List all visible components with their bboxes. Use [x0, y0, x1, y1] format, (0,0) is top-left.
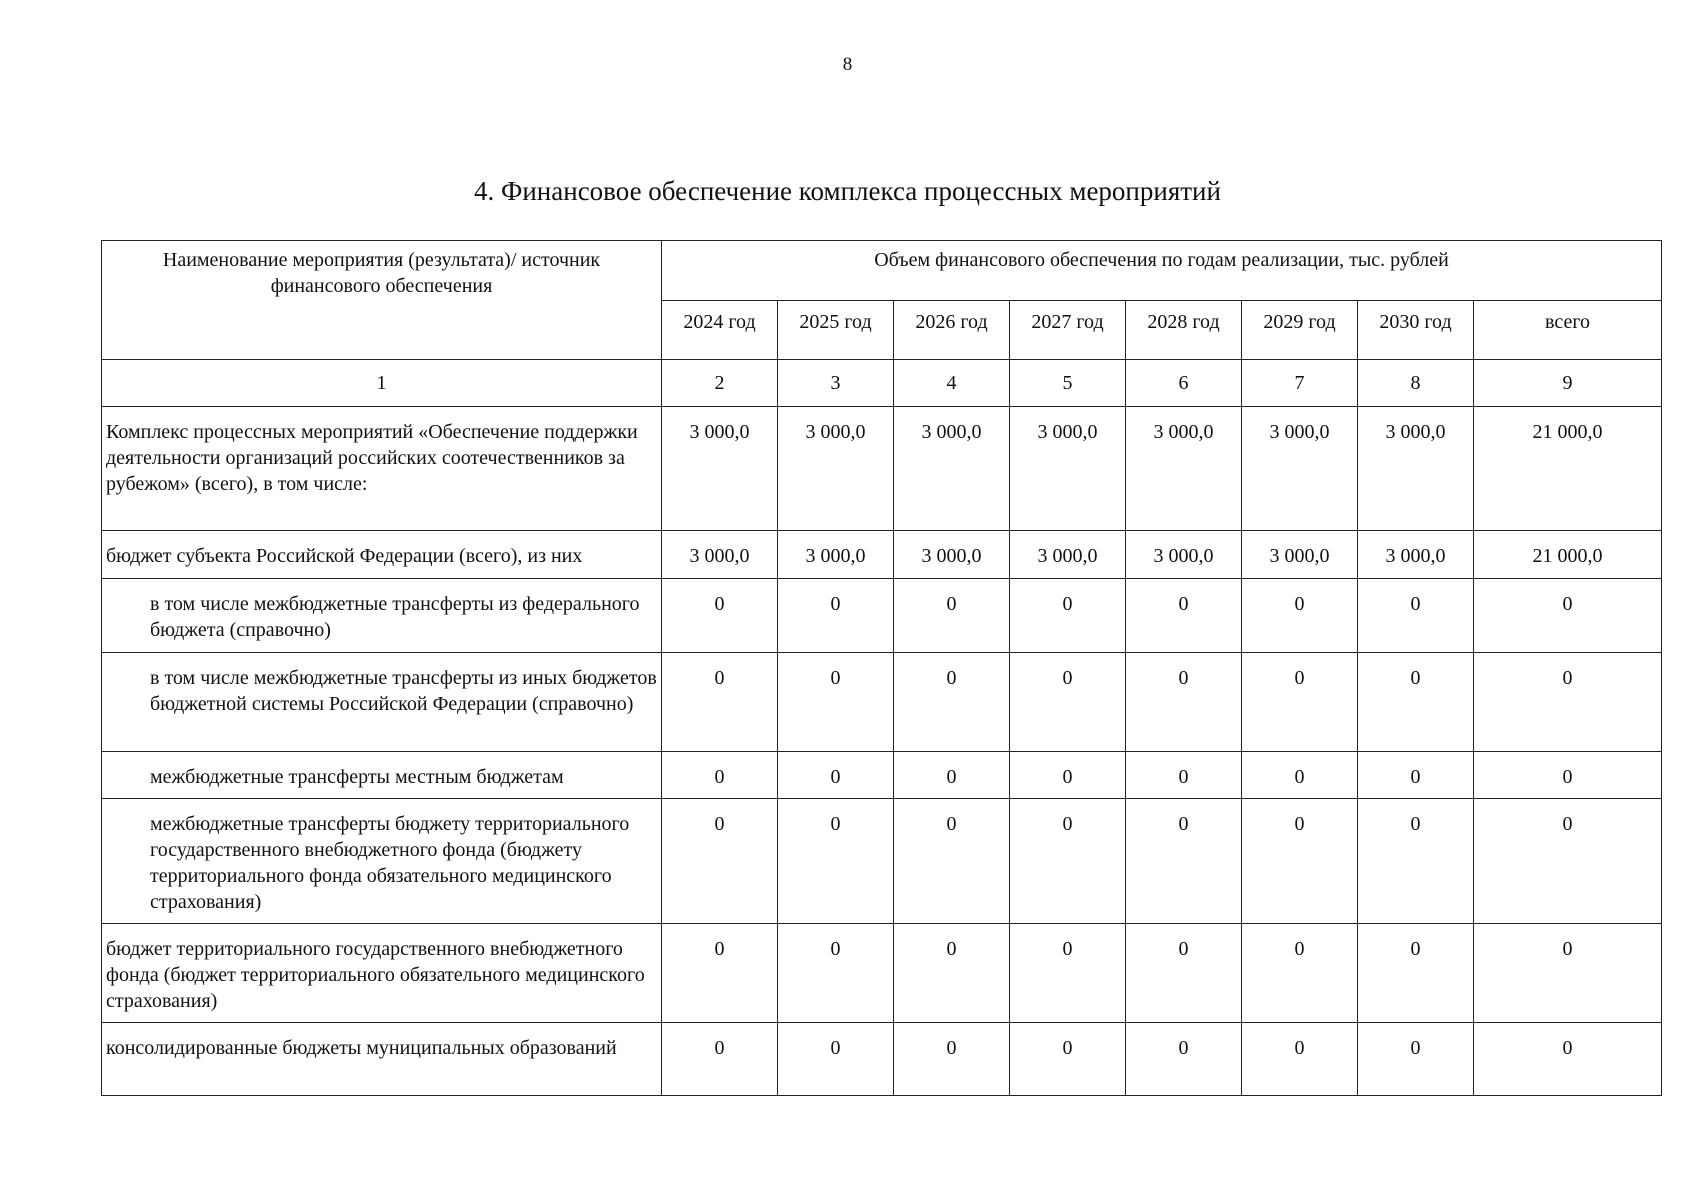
column-number: 2 [662, 360, 778, 407]
year-header: 2027 год [1010, 301, 1126, 360]
column-number: 8 [1358, 360, 1474, 407]
table-row [102, 531, 1662, 579]
row-name: консолидированные бюджеты муниципальных образований [102, 1023, 662, 1096]
row-value: 3 000,0 [1010, 407, 1126, 531]
year-header: 2030 год [1358, 301, 1474, 360]
row-name: межбюджетные трансферты местным бюджетам [102, 752, 662, 799]
row-value: 0 [1126, 579, 1242, 653]
row-value: 0 [662, 579, 778, 653]
row-value: 0 [778, 752, 894, 799]
column-number: 6 [1126, 360, 1242, 407]
row-name: межбюджетные трансферты бюджету территориального государственного внебюджетного фонда (бюджету территориального фонда обязательного медицинского страхования) [102, 799, 662, 924]
row-value: 0 [1010, 799, 1126, 924]
financial-table [101, 240, 1662, 1096]
row-value: 0 [1358, 1023, 1474, 1096]
row-value: 3 000,0 [894, 407, 1010, 531]
row-value: 0 [1010, 579, 1126, 653]
row-value: 0 [1358, 924, 1474, 1023]
row-value: 0 [1242, 1023, 1358, 1096]
row-name: в том числе межбюджетные трансферты из федерального бюджета (справочно) [102, 579, 662, 653]
row-value: 0 [1126, 653, 1242, 752]
row-total: 21 000,0 [1474, 407, 1662, 531]
year-header: 2028 год [1126, 301, 1242, 360]
row-value: 0 [1242, 752, 1358, 799]
row-value: 0 [1126, 799, 1242, 924]
row-value: 0 [662, 924, 778, 1023]
year-header: 2029 год [1242, 301, 1358, 360]
row-name: Комплекс процессных мероприятий «Обеспечение поддержки деятельности организаций российских соотечественников за рубежом» (всего), в том числе: [102, 407, 662, 531]
page-title: 4. Финансовое обеспечение комплекса процессных мероприятий [474, 176, 1221, 206]
row-total: 0 [1474, 1023, 1662, 1096]
row-total: 21 000,0 [1474, 531, 1662, 579]
row-value: 0 [1358, 752, 1474, 799]
row-total: 0 [1474, 752, 1662, 799]
row-value: 0 [1358, 653, 1474, 752]
year-header: 2025 год [778, 301, 894, 360]
row-value: 0 [1010, 924, 1126, 1023]
row-name: в том числе межбюджетные трансферты из иных бюджетов бюджетной системы Российской Федерации (справочно) [102, 653, 662, 752]
row-value: 0 [1010, 653, 1126, 752]
row-value: 0 [894, 1023, 1010, 1096]
row-value: 3 000,0 [1242, 531, 1358, 579]
row-value: 0 [1358, 579, 1474, 653]
row-value: 0 [894, 799, 1010, 924]
header-volume: Объем финансового обеспечения по годам реализации, тыс. рублей [662, 241, 1662, 301]
row-value: 0 [1010, 1023, 1126, 1096]
row-value: 0 [1358, 799, 1474, 924]
row-value: 0 [662, 1023, 778, 1096]
table-row [102, 579, 1662, 653]
row-value: 0 [662, 799, 778, 924]
total-header: всего [1474, 301, 1662, 360]
row-value: 0 [778, 579, 894, 653]
row-value: 0 [1242, 653, 1358, 752]
row-value: 3 000,0 [1126, 407, 1242, 531]
row-value: 3 000,0 [662, 531, 778, 579]
row-total: 0 [1474, 579, 1662, 653]
row-value: 0 [1010, 752, 1126, 799]
row-value: 0 [1126, 752, 1242, 799]
row-value: 3 000,0 [894, 531, 1010, 579]
row-value: 0 [894, 579, 1010, 653]
column-number: 5 [1010, 360, 1126, 407]
row-value: 0 [894, 924, 1010, 1023]
row-name: бюджет территориального государственного внебюджетного фонда (бюджет территориального обязательного медицинского страхования) [102, 924, 662, 1023]
row-value: 0 [894, 653, 1010, 752]
row-value: 0 [778, 924, 894, 1023]
table-row [102, 407, 1662, 531]
row-value: 3 000,0 [1010, 531, 1126, 579]
row-value: 0 [778, 1023, 894, 1096]
year-header: 2024 год [662, 301, 778, 360]
row-value: 0 [1242, 799, 1358, 924]
row-value: 0 [1242, 579, 1358, 653]
row-value: 0 [778, 653, 894, 752]
row-value: 0 [1126, 924, 1242, 1023]
row-value: 3 000,0 [778, 531, 894, 579]
table-row [102, 653, 1662, 752]
column-number: 1 [102, 360, 662, 407]
year-header: 2026 год [894, 301, 1010, 360]
row-value: 3 000,0 [778, 407, 894, 531]
row-value: 0 [662, 752, 778, 799]
column-number: 4 [894, 360, 1010, 407]
row-value: 3 000,0 [1358, 407, 1474, 531]
table-row [102, 1023, 1662, 1096]
row-value: 3 000,0 [1126, 531, 1242, 579]
column-number: 9 [1474, 360, 1662, 407]
header-name: Наименование мероприятия (результата)/ источник финансового обеспечения [102, 241, 662, 360]
column-number: 3 [778, 360, 894, 407]
table-body [102, 407, 1662, 1096]
page-number: 8 [842, 54, 853, 75]
table-row [102, 752, 1662, 799]
table-row [102, 924, 1662, 1023]
row-value: 0 [778, 799, 894, 924]
table-row [102, 799, 1662, 924]
column-number: 7 [1242, 360, 1358, 407]
row-value: 3 000,0 [662, 407, 778, 531]
row-name: бюджет субъекта Российской Федерации (всего), из них [102, 531, 662, 579]
row-value: 3 000,0 [1358, 531, 1474, 579]
column-number-row [102, 360, 1662, 407]
row-value: 3 000,0 [1242, 407, 1358, 531]
row-value: 0 [1242, 924, 1358, 1023]
row-total: 0 [1474, 924, 1662, 1023]
row-value: 0 [662, 653, 778, 752]
row-total: 0 [1474, 799, 1662, 924]
row-total: 0 [1474, 653, 1662, 752]
row-value: 0 [894, 752, 1010, 799]
row-value: 0 [1126, 1023, 1242, 1096]
